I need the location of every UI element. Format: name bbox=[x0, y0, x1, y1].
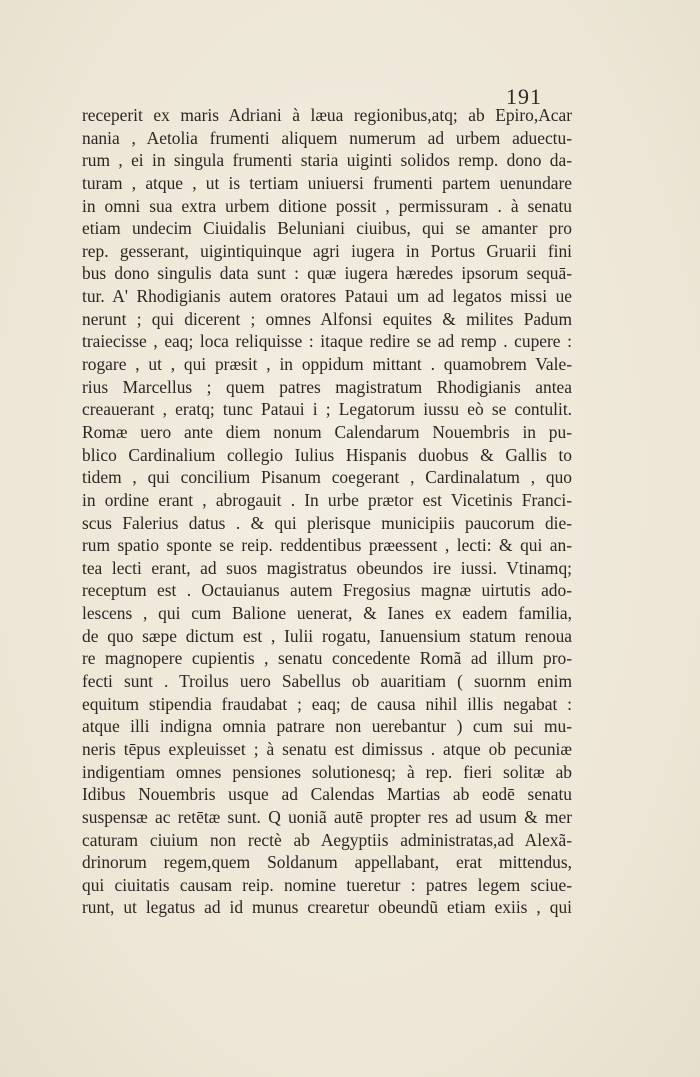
text-line: neris tēpus expleuisset ; à senatu est dimissus . atque ob pecuniæ bbox=[82, 738, 572, 759]
text-line: Romæ uero ante diem nonum Calendarum Nouembris in pu- bbox=[82, 421, 572, 442]
text-line: bus dono singulis data sunt : quæ iugera hæredes ipsorum sequā- bbox=[82, 263, 572, 284]
text-line: atque illi indigna omnia patrare non uerebantur ) cum sui mu- bbox=[82, 716, 572, 737]
text-line: qui ciuitatis causam reip. nomine tueretur : patres legem sciue- bbox=[82, 874, 572, 895]
text-line: rum spatio sponte se reip. reddentibus præessent , lecti: & qui an- bbox=[82, 535, 572, 556]
text-line: etiam undecim Ciuidalis Beluniani ciuibus, qui se amanter pro bbox=[82, 218, 572, 239]
text-line: equitum stipendia fraudabat ; eaq; de causa nihil illis negabat : bbox=[82, 693, 572, 714]
text-line: traiecisse , eaq; loca reliquisse : itaque redire se ad remp . cupere : bbox=[82, 331, 572, 352]
text-line: lescens , qui cum Balione uenerat, & Ianes ex eadem familia, bbox=[82, 603, 572, 624]
body-text bbox=[82, 104, 572, 919]
text-line: nania , Aetolia frumenti aliquem numerum ad urbem aduectu- bbox=[82, 127, 572, 148]
text-line: de quo sæpe dictum est , Iulii rogatu, Ianuensium statum renoua bbox=[82, 625, 572, 646]
text-line: fecti sunt . Troilus uero Sabellus ob auaritiam ( suornm enim bbox=[82, 671, 572, 692]
text-line: runt, ut legatus ad id munus crearetur obeundũ etiam exiis , qui bbox=[82, 897, 572, 918]
text-line: Idibus Nouembris usque ad Calendas Martias ab eodē senatu bbox=[82, 784, 572, 805]
text-line: receperit ex maris Adriani à læua regionibus,atq; ab Epiro,Acar bbox=[82, 105, 572, 125]
text-line: drinorum regem,quem Soldanum appellabant, erat mittendus, bbox=[82, 852, 572, 873]
text-line: turam , atque , ut is tertiam uniuersi frumenti partem uenundare bbox=[82, 172, 572, 193]
text-line: nerunt ; qui dicerent ; omnes Alfonsi equites & milites Padum bbox=[82, 308, 572, 329]
text-line: suspensæ ac retētæ sunt. Q uoniã autē propter res ad usum & mer bbox=[82, 806, 572, 827]
text-line: tea lecti erant, ad suos magistratus obeundos ire iussi. Vtinamq; bbox=[82, 557, 572, 578]
text-line: rum , ei in singula frumenti staria uiginti solidos remp. dono da- bbox=[82, 150, 572, 171]
text-line: caturam ciuium non rectè ab Aegyptiis administratas,ad Alexã- bbox=[82, 829, 572, 850]
text-line: rep. gesserant, uigintiquinque agri iugera in Portus Gruarii fini bbox=[82, 240, 572, 261]
text-line: creauerant , eratq; tunc Pataui i ; Legatorum iussu eò se contulit. bbox=[82, 399, 572, 420]
text-line: receptum est . Octauianus autem Fregosius magnæ uirtutis ado- bbox=[82, 580, 572, 601]
text-line: in ordine erant , abrogauit . In urbe prætor est Vicetinis Franci- bbox=[82, 489, 572, 510]
text-line: indigentiam omnes pensiones solutionesq; à rep. fieri solitæ ab bbox=[82, 761, 572, 782]
text-line: re magnopere cupientis , senatu concedente Romã ad illum pro- bbox=[82, 648, 572, 669]
text-line: tidem , qui concilium Pisanum coegerant , Cardinalatum , quo bbox=[82, 467, 572, 488]
text-line: tur. A' Rhodigianis autem oratores Pataui um ad legatos missi ue bbox=[82, 286, 572, 307]
text-line: rius Marcellus ; quem patres magistratum Rhodigianis antea bbox=[82, 376, 572, 397]
text-line: in omni sua extra urbem ditione possit , permissuram . à senatu bbox=[82, 195, 572, 216]
text-line: blico Cardinalium collegio Iulius Hispanis duobus & Gallis to bbox=[82, 444, 572, 465]
page-number: 191 bbox=[506, 84, 542, 109]
text-line: rogare , ut , qui præsit , in oppidum mittant . quamobrem Vale- bbox=[82, 354, 572, 375]
text-line: scus Falerius datus . & qui plerisque municipiis paucorum die- bbox=[82, 512, 572, 533]
